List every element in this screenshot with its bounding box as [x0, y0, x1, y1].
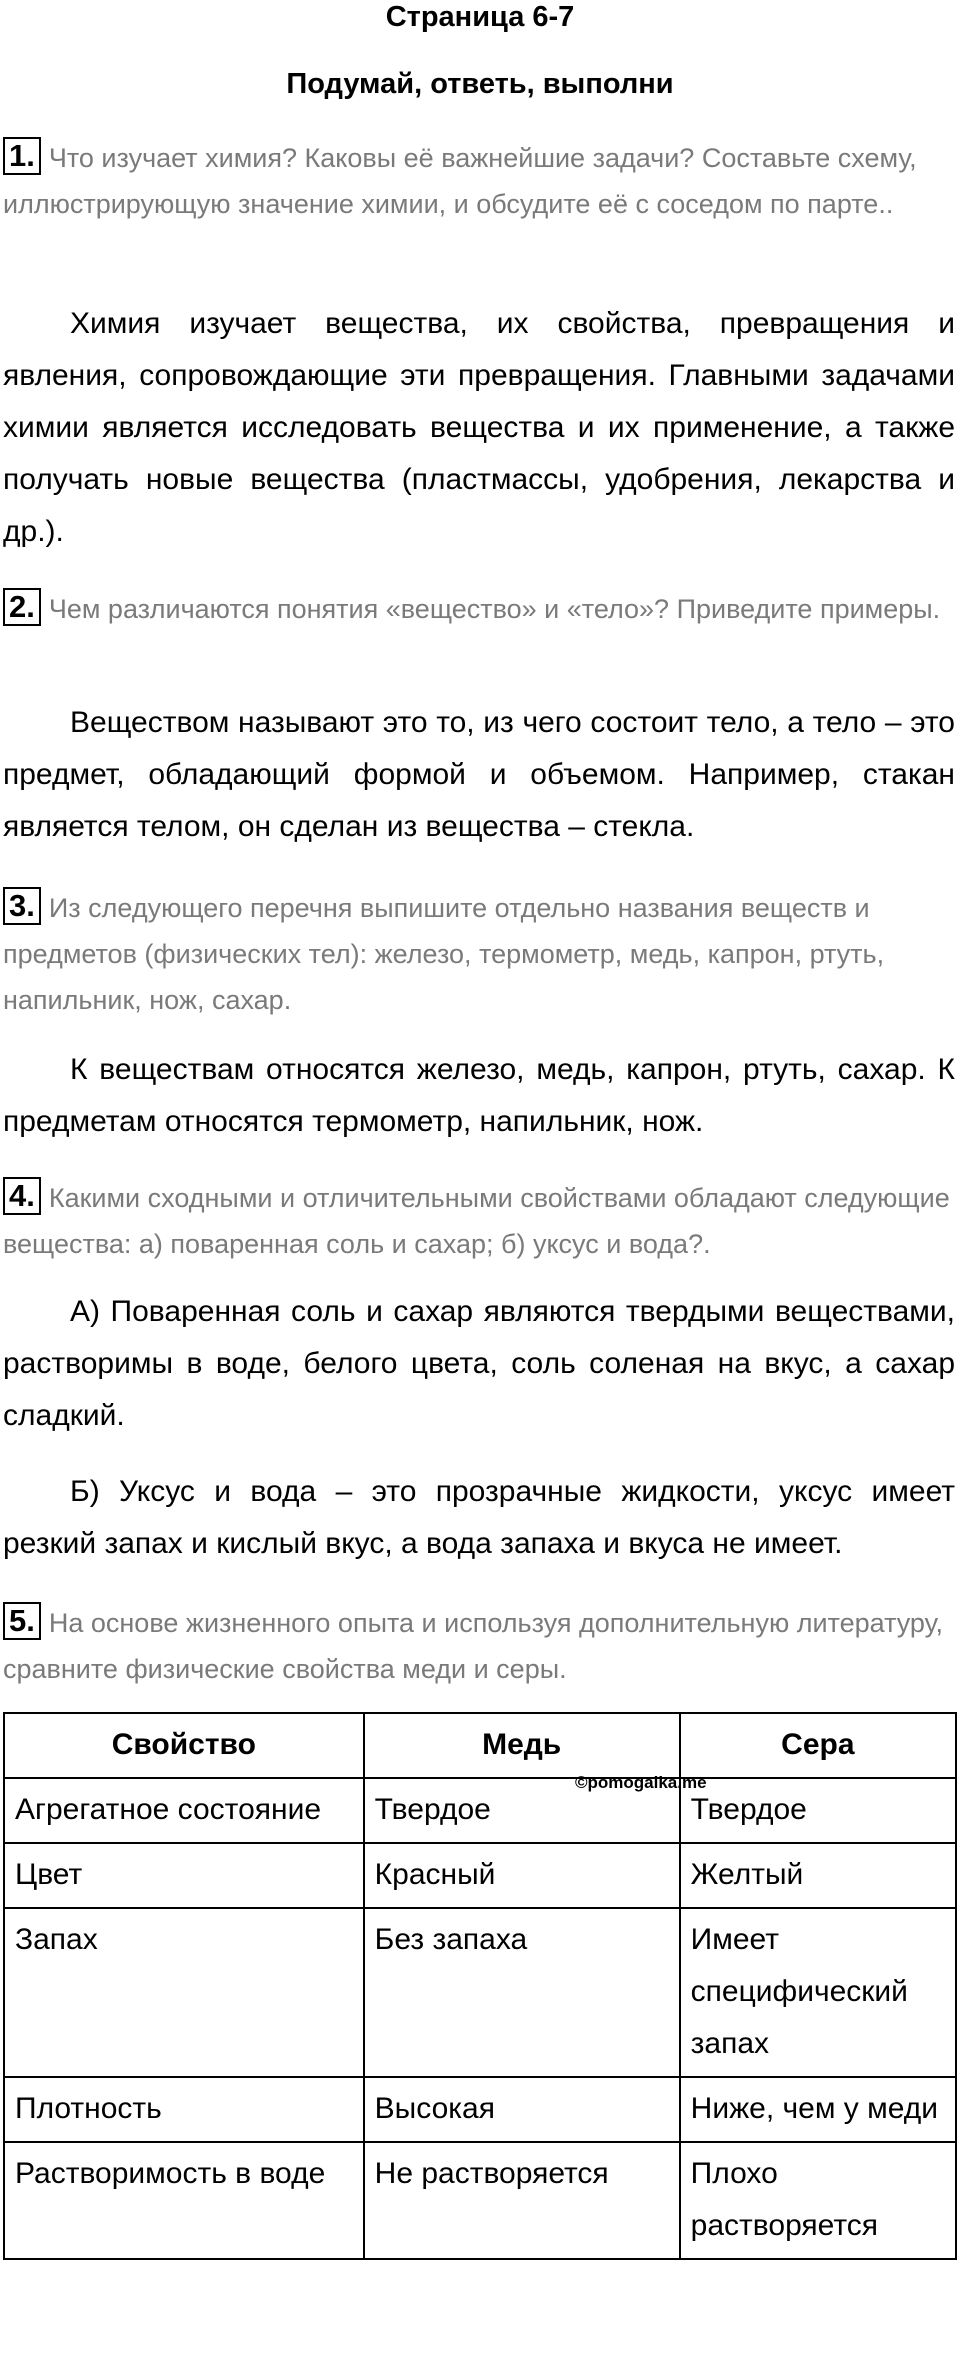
question-number: 2.: [3, 588, 41, 626]
table-row: [4, 1778, 956, 1843]
table-cell: Не растворяется: [364, 2142, 680, 2259]
table-row: [4, 2077, 956, 2142]
question-4: [3, 1175, 955, 1267]
question-text: На основе жизненного опыта и используя дополнительную литературу, сравните физические свойства меди и серы.: [3, 1608, 943, 1684]
header-sulfur: Сера: [680, 1713, 956, 1778]
table-cell: Высокая: [364, 2077, 680, 2142]
table-cell: Красный: [364, 1843, 680, 1908]
properties-table: [3, 1712, 957, 2260]
table-cell: Ниже, чем у меди: [680, 2077, 956, 2142]
question-3: [3, 885, 955, 1023]
table-cell: Имеет специфический запах: [680, 1908, 956, 2077]
answer-2: Веществом называют это то, из чего состоит тело, а тело – это предмет, обладающий формой и объемом. Например, стакан является телом, он сделан из вещества – стекла.: [3, 706, 955, 843]
table-cell: Плохо растворяется: [680, 2142, 956, 2259]
table-cell: Растворимость в воде: [4, 2142, 364, 2259]
table-row: [4, 1908, 956, 2077]
header-property: Свойство: [4, 1713, 364, 1778]
table-cell: Запах: [4, 1908, 364, 2077]
question-number: 4.: [3, 1177, 41, 1215]
question-1: [3, 135, 955, 227]
table-cell: Плотность: [4, 2077, 364, 2142]
question-5: [3, 1600, 955, 1692]
table-cell: Твердое: [680, 1778, 956, 1843]
question-text: Чем различаются понятия «вещество» и «тело»? Приведите примеры.: [48, 594, 941, 624]
question-number: 5.: [3, 1602, 41, 1640]
question-text: Какими сходными и отличительными свойствами обладают следующие вещества: а) поваренная соль и сахар; б) уксус и вода?.: [3, 1183, 950, 1259]
table-cell: Без запаха: [364, 1908, 680, 2077]
table-cell: Твердое: [364, 1778, 680, 1843]
table-row: [4, 1843, 956, 1908]
answer-4b: Б) Уксус и вода – это прозрачные жидкости, уксус имеет резкий запах и кислый вкус, а вода запаха и вкуса не имеет.: [3, 1475, 955, 1560]
table-cell: Желтый: [680, 1843, 956, 1908]
table-header-row: [4, 1713, 956, 1778]
answer-3: К веществам относятся железо, медь, капрон, ртуть, сахар. К предметам относятся термометр, напильник, нож.: [3, 1053, 955, 1138]
question-number: 3.: [3, 887, 41, 925]
header-copper: Медь: [364, 1713, 680, 1778]
question-number: 1.: [3, 137, 41, 175]
table-cell: Цвет: [4, 1843, 364, 1908]
page-title: Страница 6-7: [385, 1, 575, 33]
question-text: Из следующего перечня выпишите отдельно названия веществ и предметов (физических тел): железо, термометр, медь, капрон, ртуть, напильник, нож, сахар.: [3, 893, 885, 1015]
section-title: Подумай, ответь, выполни: [286, 68, 674, 100]
table-row: [4, 2142, 956, 2259]
question-text: Что изучает химия? Каковы её важнейшие задачи? Составьте схему, иллюстрирующую значение химии, и обсудите её с соседом по парте..: [3, 143, 917, 219]
question-2: [3, 586, 955, 632]
answer-4a: А) Поваренная соль и сахар являются твердыми веществами, растворимы в воде, белого цвета, соль соленая на вкус, а сахар сладкий.: [3, 1295, 955, 1432]
watermark: ©pomogalka.me: [575, 1773, 707, 1792]
table-cell: Агрегатное состояние: [4, 1778, 364, 1843]
answer-1: Химия изучает вещества, их свойства, превращения и явления, сопровождающие эти превращения. Главными задачами химии является исследовать вещества и их применение, а также получать новые вещества (пластмассы, удобрения, лекарства и др.).: [3, 307, 955, 548]
